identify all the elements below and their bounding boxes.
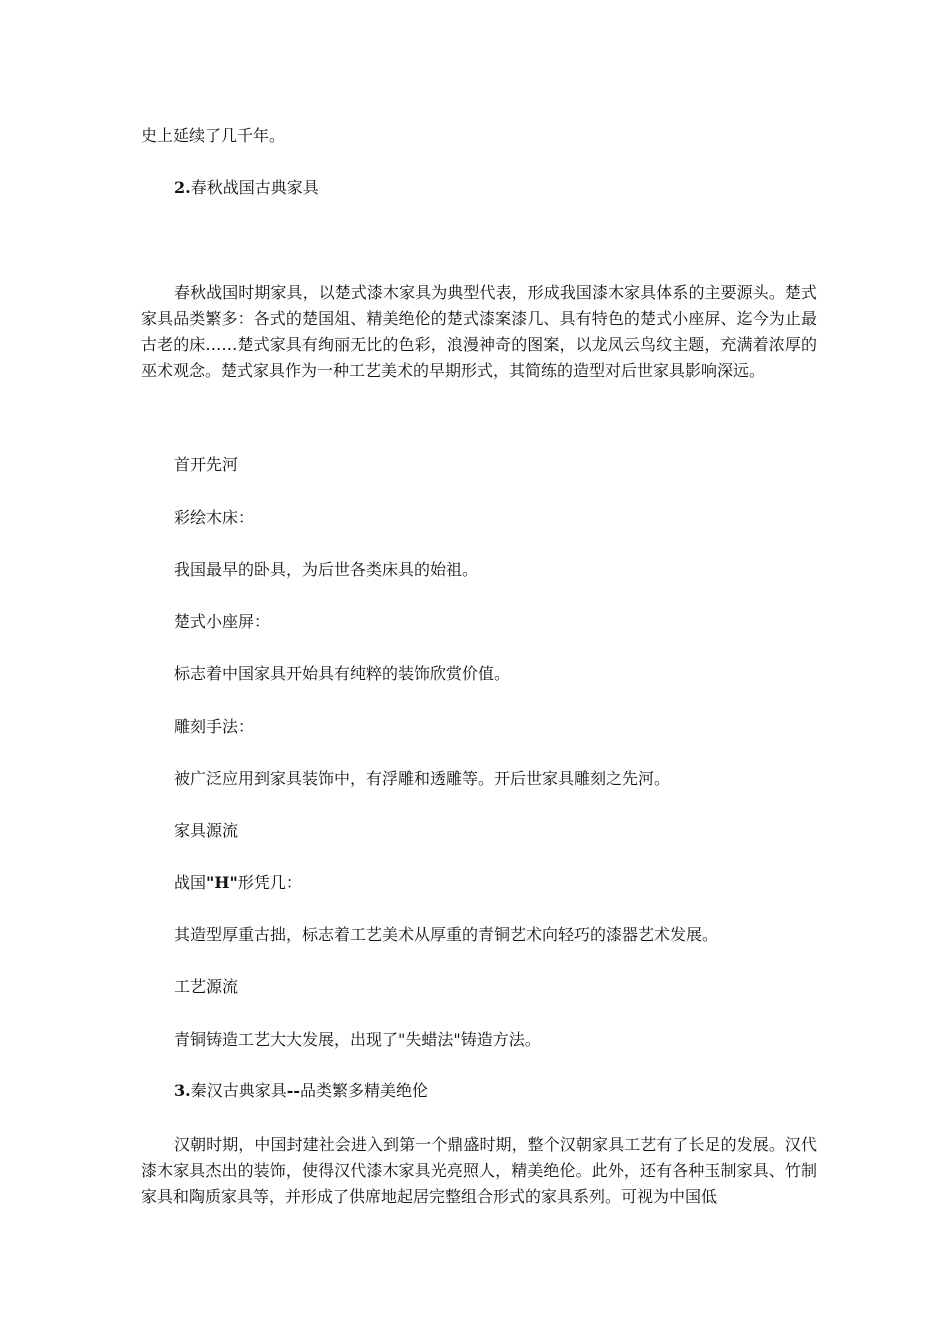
item-label-carving: 雕刻手法： xyxy=(174,717,255,736)
subheading-furniture-origin: 家具源流 xyxy=(174,821,239,840)
subheading-pioneer: 首开先河 xyxy=(174,455,239,474)
item-label-painted-bed: 彩绘木床： xyxy=(174,508,255,527)
paragraph-han-furniture: 汉朝时期，中国封建社会进入到第一个鼎盛时期，整个汉朝家具工艺有了长足的发展。汉代漆木家具杰出的装饰，使得汉代漆木家具光亮照人，精美绝伦。此外，还有各种玉制家具、竹制家具和陶质家具等，并形成了供席地起居完整组合形式的家具系列。可视为中国低 xyxy=(141,1135,817,1206)
item-label-small-screen: 楚式小座屏： xyxy=(174,612,271,631)
item-text-carving: 被广泛应用到家具装饰中，有浮雕和透雕等。开后世家具雕刻之先河。 xyxy=(174,769,671,788)
label-suffix: 形凭几： xyxy=(237,873,302,892)
title-dash: -- xyxy=(286,1081,300,1100)
subheading-craft-origin: 工艺源流 xyxy=(174,977,239,996)
section-heading-3 xyxy=(174,1081,814,1101)
item-text-lost-wax: 青铜铸造工艺大大发展，出现了"失蜡法"铸造方法。 xyxy=(174,1030,541,1049)
label-h-letter: "H" xyxy=(206,873,238,892)
section-title: 秦汉古典家具 xyxy=(190,1081,287,1100)
item-label-h-armrest xyxy=(174,873,814,893)
label-prefix: 战国 xyxy=(174,873,207,892)
section-number: 2. xyxy=(174,178,191,197)
section-heading-2 xyxy=(174,178,814,198)
section-number: 3. xyxy=(174,1081,191,1100)
item-text-h-armrest: 其造型厚重古拙，标志着工艺美术从厚重的青铜艺术向轻巧的漆器艺术发展。 xyxy=(174,925,719,944)
item-text-small-screen: 标志着中国家具开始具有纯粹的装饰欣赏价值。 xyxy=(174,664,511,683)
section-title: 春秋战国古典家具 xyxy=(190,178,319,197)
paragraph-chu-furniture: 春秋战国时期家具，以楚式漆木家具为典型代表，形成我国漆木家具体系的主要源头。楚式家具品类繁多：各式的楚国俎、精美绝伦的楚式漆案漆几、具有特色的楚式小座屏、迄今为止最古老的床……楚式家具有绚丽无比的色彩，浪漫神奇的图案，以龙凤云鸟纹主题，充满着浓厚的巫术观念。楚式家具作为一种工艺美术的早期形式，其简练的造型对后世家具影响深远。 xyxy=(141,283,817,380)
section-subtitle: 品类繁多精美绝伦 xyxy=(300,1081,429,1100)
item-text-painted-bed: 我国最早的卧具，为后世各类床具的始祖。 xyxy=(174,560,479,579)
continued-text-line: 史上延续了几千年。 xyxy=(141,126,286,145)
